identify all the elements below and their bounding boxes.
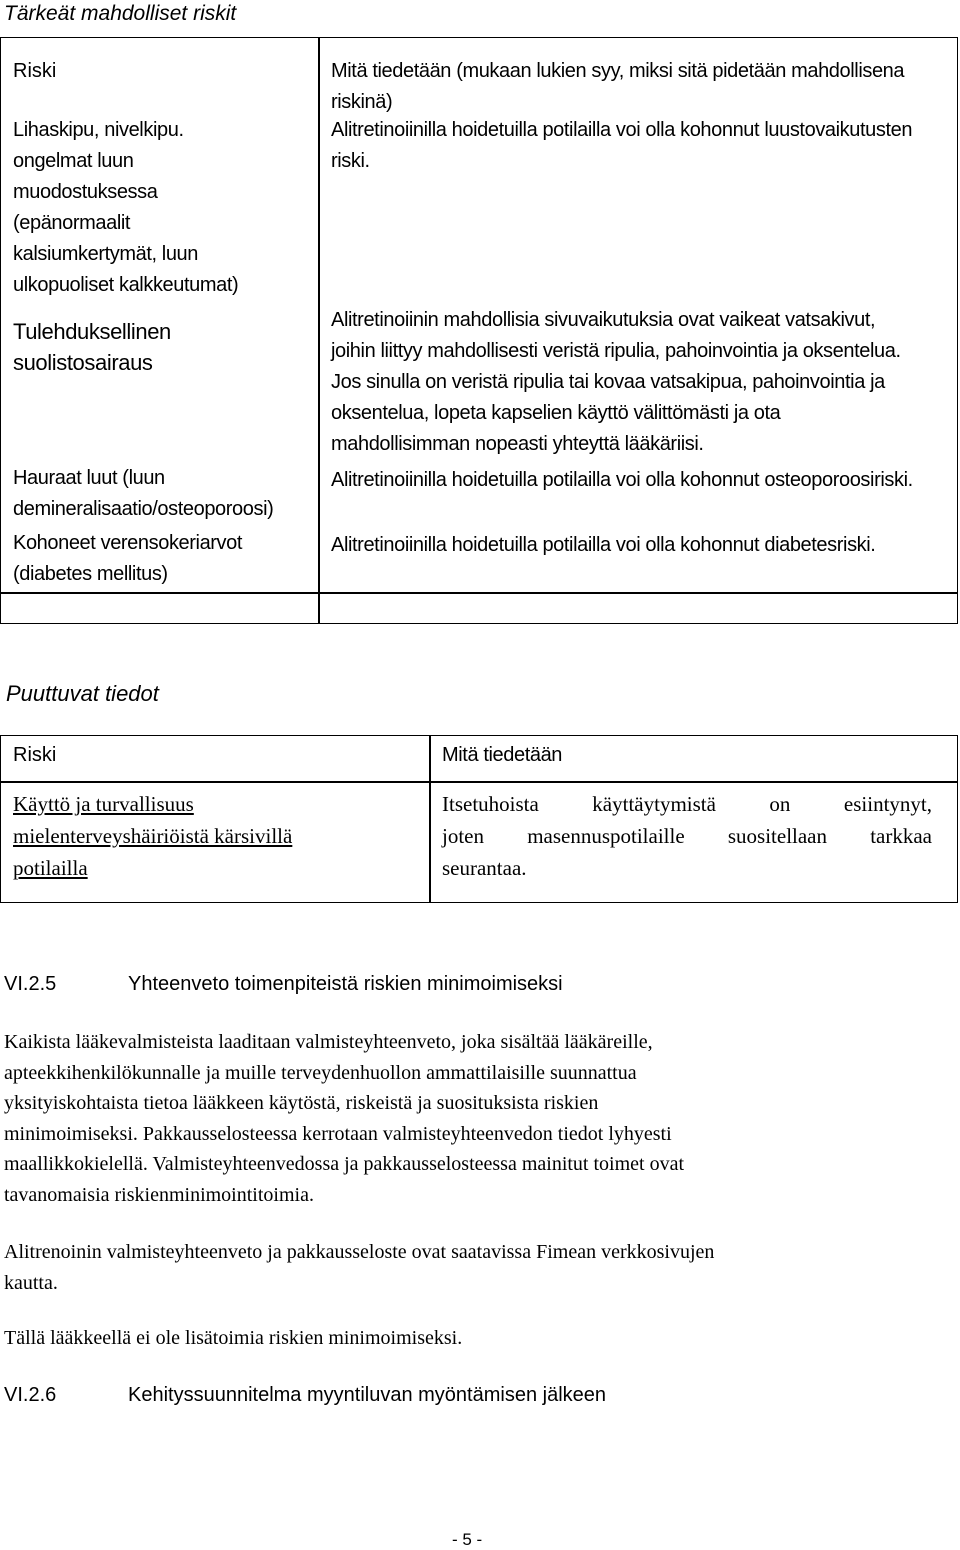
risk-line: (diabetes mellitus) [13,563,168,585]
risk-table [0,37,958,624]
risk-cell [13,115,238,301]
section-title-risks: Tärkeät mahdolliset riskit [4,2,237,25]
risk-line: Hauraat luut (luun [13,467,165,489]
info-line: Alitretinoiinilla hoidetuilla potilailla voi olla kohonnut luustovaikutusten [331,119,913,141]
risk-line: Lihaskipu, nivelkipu. [13,119,184,141]
paragraph-line: apteekkihenkilökunnalle ja muille terveydenhuollon ammattilaisille suunnattua [4,1061,637,1084]
info-cell [331,465,913,496]
info-header-line: riskinä) [331,91,393,113]
missing-risk-cell [13,788,292,884]
section-heading-vi25: Yhteenveto toimenpiteistä riskien minimoimiseksi [128,973,563,995]
risk-line: mielenterveyshäiriöistä kärsivillä [13,824,293,848]
column-divider [429,736,431,902]
missing-info-header: Mitä tiedetään [442,744,563,766]
risk-line: Kohoneet verensokeriarvot [13,532,243,554]
info-cell [331,305,901,460]
risk-line: muodostuksessa [13,181,158,203]
info-line: joten masennuspotilaille suositellaan tarkkaa [442,824,932,848]
page-number: - 5 - [452,1530,483,1549]
paragraph-line: Alitrenoinin valmisteyhteenveto ja pakkausseloste ovat saatavissa Fimean verkkosivujen [4,1241,715,1263]
risk-header: Riski [13,60,57,82]
info-header-line: Mitä tiedetään (mukaan lukien syy, miksi sitä pidetään mahdollisena [331,60,905,82]
paragraph-line: Kaikista lääkevalmisteista laaditaan valmisteyhteenveto, joka sisältää lääkäreille, [4,1031,653,1053]
risk-line: potilailla [13,856,88,880]
section-title-missing-info: Puuttuvat tiedot [6,681,159,706]
risk-cell [13,316,171,378]
row-divider [1,781,957,783]
risk-line: (epänormaalit [13,212,131,234]
info-line: mahdollisimman nopeasti yhteyttä lääkäriisi. [331,433,704,455]
paragraph-availability [4,1237,714,1298]
risk-line: Tulehduksellinen [13,319,171,344]
info-line: Alitretinoiinilla hoidetuilla potilailla voi olla kohonnut osteoporoosiriski. [331,469,913,491]
risk-line: ulkopuoliset kalkkeutumat) [13,274,239,296]
info-line: seurantaa. [442,856,527,880]
info-line: joihin liittyy mahdollisesti veristä ripulia, pahoinvointia ja oksentelua. [331,340,901,362]
paragraph-line: minimoimiseksi. Pakkausselosteessa kerrotaan valmisteyhteenvedon tiedot lyhyesti [4,1122,672,1145]
info-line: oksentelua, lopeta kapselien käyttö välittömästi ja ota [331,402,781,424]
section-number-vi25: VI.2.5 [4,973,57,995]
paragraph-summary [4,1027,684,1210]
info-cell [331,115,912,177]
info-cell [331,530,875,561]
risk-line: demineralisaatio/osteoporoosi) [13,498,274,520]
paragraph-no-additional-measures: Tällä lääkkeellä ei ole lisätoimia riskien minimoimiseksi. [4,1327,463,1349]
section-number-vi26: VI.2.6 [4,1384,57,1406]
info-line: Jos sinulla on veristä ripulia tai kovaa vatsakipua, pahoinvointia ja [331,371,885,393]
risk-line: suolistosairaus [13,350,153,375]
column-divider [318,38,320,623]
section-heading-vi26: Kehityssuunnitelma myyntiluvan myöntämisen jälkeen [128,1384,607,1406]
missing-info-cell [442,788,932,884]
info-line: riski. [331,150,370,172]
paragraph-line: tavanomaisia riskienminimointitoimia. [4,1183,314,1206]
risk-cell [13,528,242,590]
missing-info-table [0,735,958,903]
risk-line: kalsiumkertymät, luun [13,243,198,265]
paragraph-line: yksityiskohtaista tietoa lääkkeen käytöstä, riskeistä ja suosituksista riskien [4,1092,599,1114]
info-line: Itsetuhoista käyttäytymistä on esiintynyt, [442,792,932,816]
risk-line: Käyttö ja turvallisuus [13,792,194,816]
paragraph-line: kautta. [4,1271,58,1294]
row-divider [1,592,957,594]
paragraph-line: maallikkokielellä. Valmisteyhteenvedossa ja pakkausselosteessa mainitut toimet ovat [4,1153,685,1175]
info-header [331,56,904,118]
risk-cell [13,463,273,525]
info-line: Alitretinoiinin mahdollisia sivuvaikutuksia ovat vaikeat vatsakivut, [331,309,876,331]
missing-risk-header: Riski [13,744,57,766]
risk-line: ongelmat luun [13,150,134,172]
info-line: Alitretinoiinilla hoidetuilla potilailla voi olla kohonnut diabetesriski. [331,534,876,556]
